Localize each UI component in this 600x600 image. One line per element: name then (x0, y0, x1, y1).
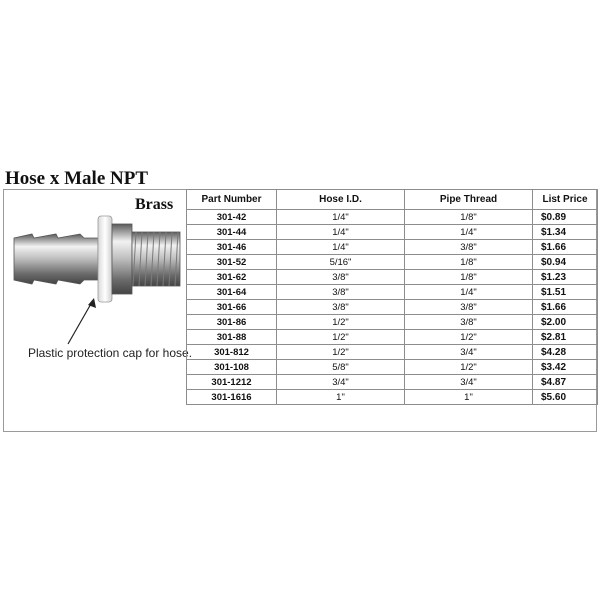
hose-id-cell: 5/16" (277, 255, 405, 270)
list-price-cell: $1.23 (533, 270, 598, 285)
part-number-cell: 301-1212 (187, 375, 277, 390)
hose-id-cell: 1/4" (277, 240, 405, 255)
pipe-thread-cell: 1/8" (405, 270, 533, 285)
header-list-price: List Price (533, 190, 598, 210)
list-price-cell: $1.66 (533, 300, 598, 315)
list-price-cell: $5.60 (533, 390, 598, 405)
list-price-cell: $4.28 (533, 345, 598, 360)
part-number-cell: 301-52 (187, 255, 277, 270)
table-row (187, 345, 598, 360)
table-row (187, 255, 598, 270)
cap-caption: Plastic protection cap for hose. (27, 346, 193, 360)
material-label: Brass (135, 196, 174, 213)
table-row (187, 375, 598, 390)
arrow-icon (60, 296, 100, 346)
price-table (186, 189, 598, 405)
part-number-cell: 301-1616 (187, 390, 277, 405)
table-row (187, 360, 598, 375)
pipe-thread-cell: 3/8" (405, 240, 533, 255)
pipe-thread-cell: 1/8" (405, 255, 533, 270)
hose-id-cell: 3/8" (277, 300, 405, 315)
pipe-thread-cell: 3/4" (405, 375, 533, 390)
table-row (187, 330, 598, 345)
table-header-row (187, 190, 598, 210)
pipe-thread-cell: 3/8" (405, 300, 533, 315)
part-number-cell: 301-812 (187, 345, 277, 360)
part-number-cell: 301-88 (187, 330, 277, 345)
hose-id-cell: 3/4" (277, 375, 405, 390)
list-price-cell: $1.66 (533, 240, 598, 255)
hose-id-cell: 1/4" (277, 210, 405, 225)
table-row (187, 210, 598, 225)
page-title: Hose x Male NPT (5, 168, 149, 189)
part-number-cell: 301-64 (187, 285, 277, 300)
hose-barb (14, 234, 98, 284)
hose-id-cell: 1/2" (277, 315, 405, 330)
pipe-thread-cell: 3/4" (405, 345, 533, 360)
hose-id-cell: 1" (277, 390, 405, 405)
list-price-cell: $3.42 (533, 360, 598, 375)
pipe-thread-cell: 1/8" (405, 210, 533, 225)
part-number-cell: 301-44 (187, 225, 277, 240)
hose-id-cell: 1/2" (277, 345, 405, 360)
hex-body (112, 224, 132, 294)
table-row (187, 270, 598, 285)
pipe-thread-cell: 1/4" (405, 225, 533, 240)
fitting-image (12, 208, 184, 308)
header-pipe-thread: Pipe Thread (405, 190, 533, 210)
hose-id-cell: 1/2" (277, 330, 405, 345)
table-row (187, 390, 598, 405)
pipe-thread-cell: 1/4" (405, 285, 533, 300)
hose-id-cell: 1/4" (277, 225, 405, 240)
part-number-cell: 301-66 (187, 300, 277, 315)
list-price-cell: $0.89 (533, 210, 598, 225)
table-row (187, 240, 598, 255)
pipe-thread-cell: 1" (405, 390, 533, 405)
table-row (187, 285, 598, 300)
part-number-cell: 301-108 (187, 360, 277, 375)
hose-id-cell: 5/8" (277, 360, 405, 375)
header-part-number: Part Number (187, 190, 277, 210)
hose-id-cell: 3/8" (277, 285, 405, 300)
part-number-cell: 301-62 (187, 270, 277, 285)
list-price-cell: $2.00 (533, 315, 598, 330)
pipe-thread-cell: 1/2" (405, 360, 533, 375)
list-price-cell: $1.51 (533, 285, 598, 300)
part-number-cell: 301-42 (187, 210, 277, 225)
part-number-cell: 301-86 (187, 315, 277, 330)
table-row (187, 300, 598, 315)
table-row (187, 315, 598, 330)
pipe-thread-cell: 1/2" (405, 330, 533, 345)
list-price-cell: $1.34 (533, 225, 598, 240)
table-row (187, 225, 598, 240)
list-price-cell: $0.94 (533, 255, 598, 270)
part-number-cell: 301-46 (187, 240, 277, 255)
hose-id-cell: 3/8" (277, 270, 405, 285)
pipe-thread-cell: 3/8" (405, 315, 533, 330)
header-hose-id: Hose I.D. (277, 190, 405, 210)
protection-cap (98, 216, 112, 302)
list-price-cell: $4.87 (533, 375, 598, 390)
list-price-cell: $2.81 (533, 330, 598, 345)
